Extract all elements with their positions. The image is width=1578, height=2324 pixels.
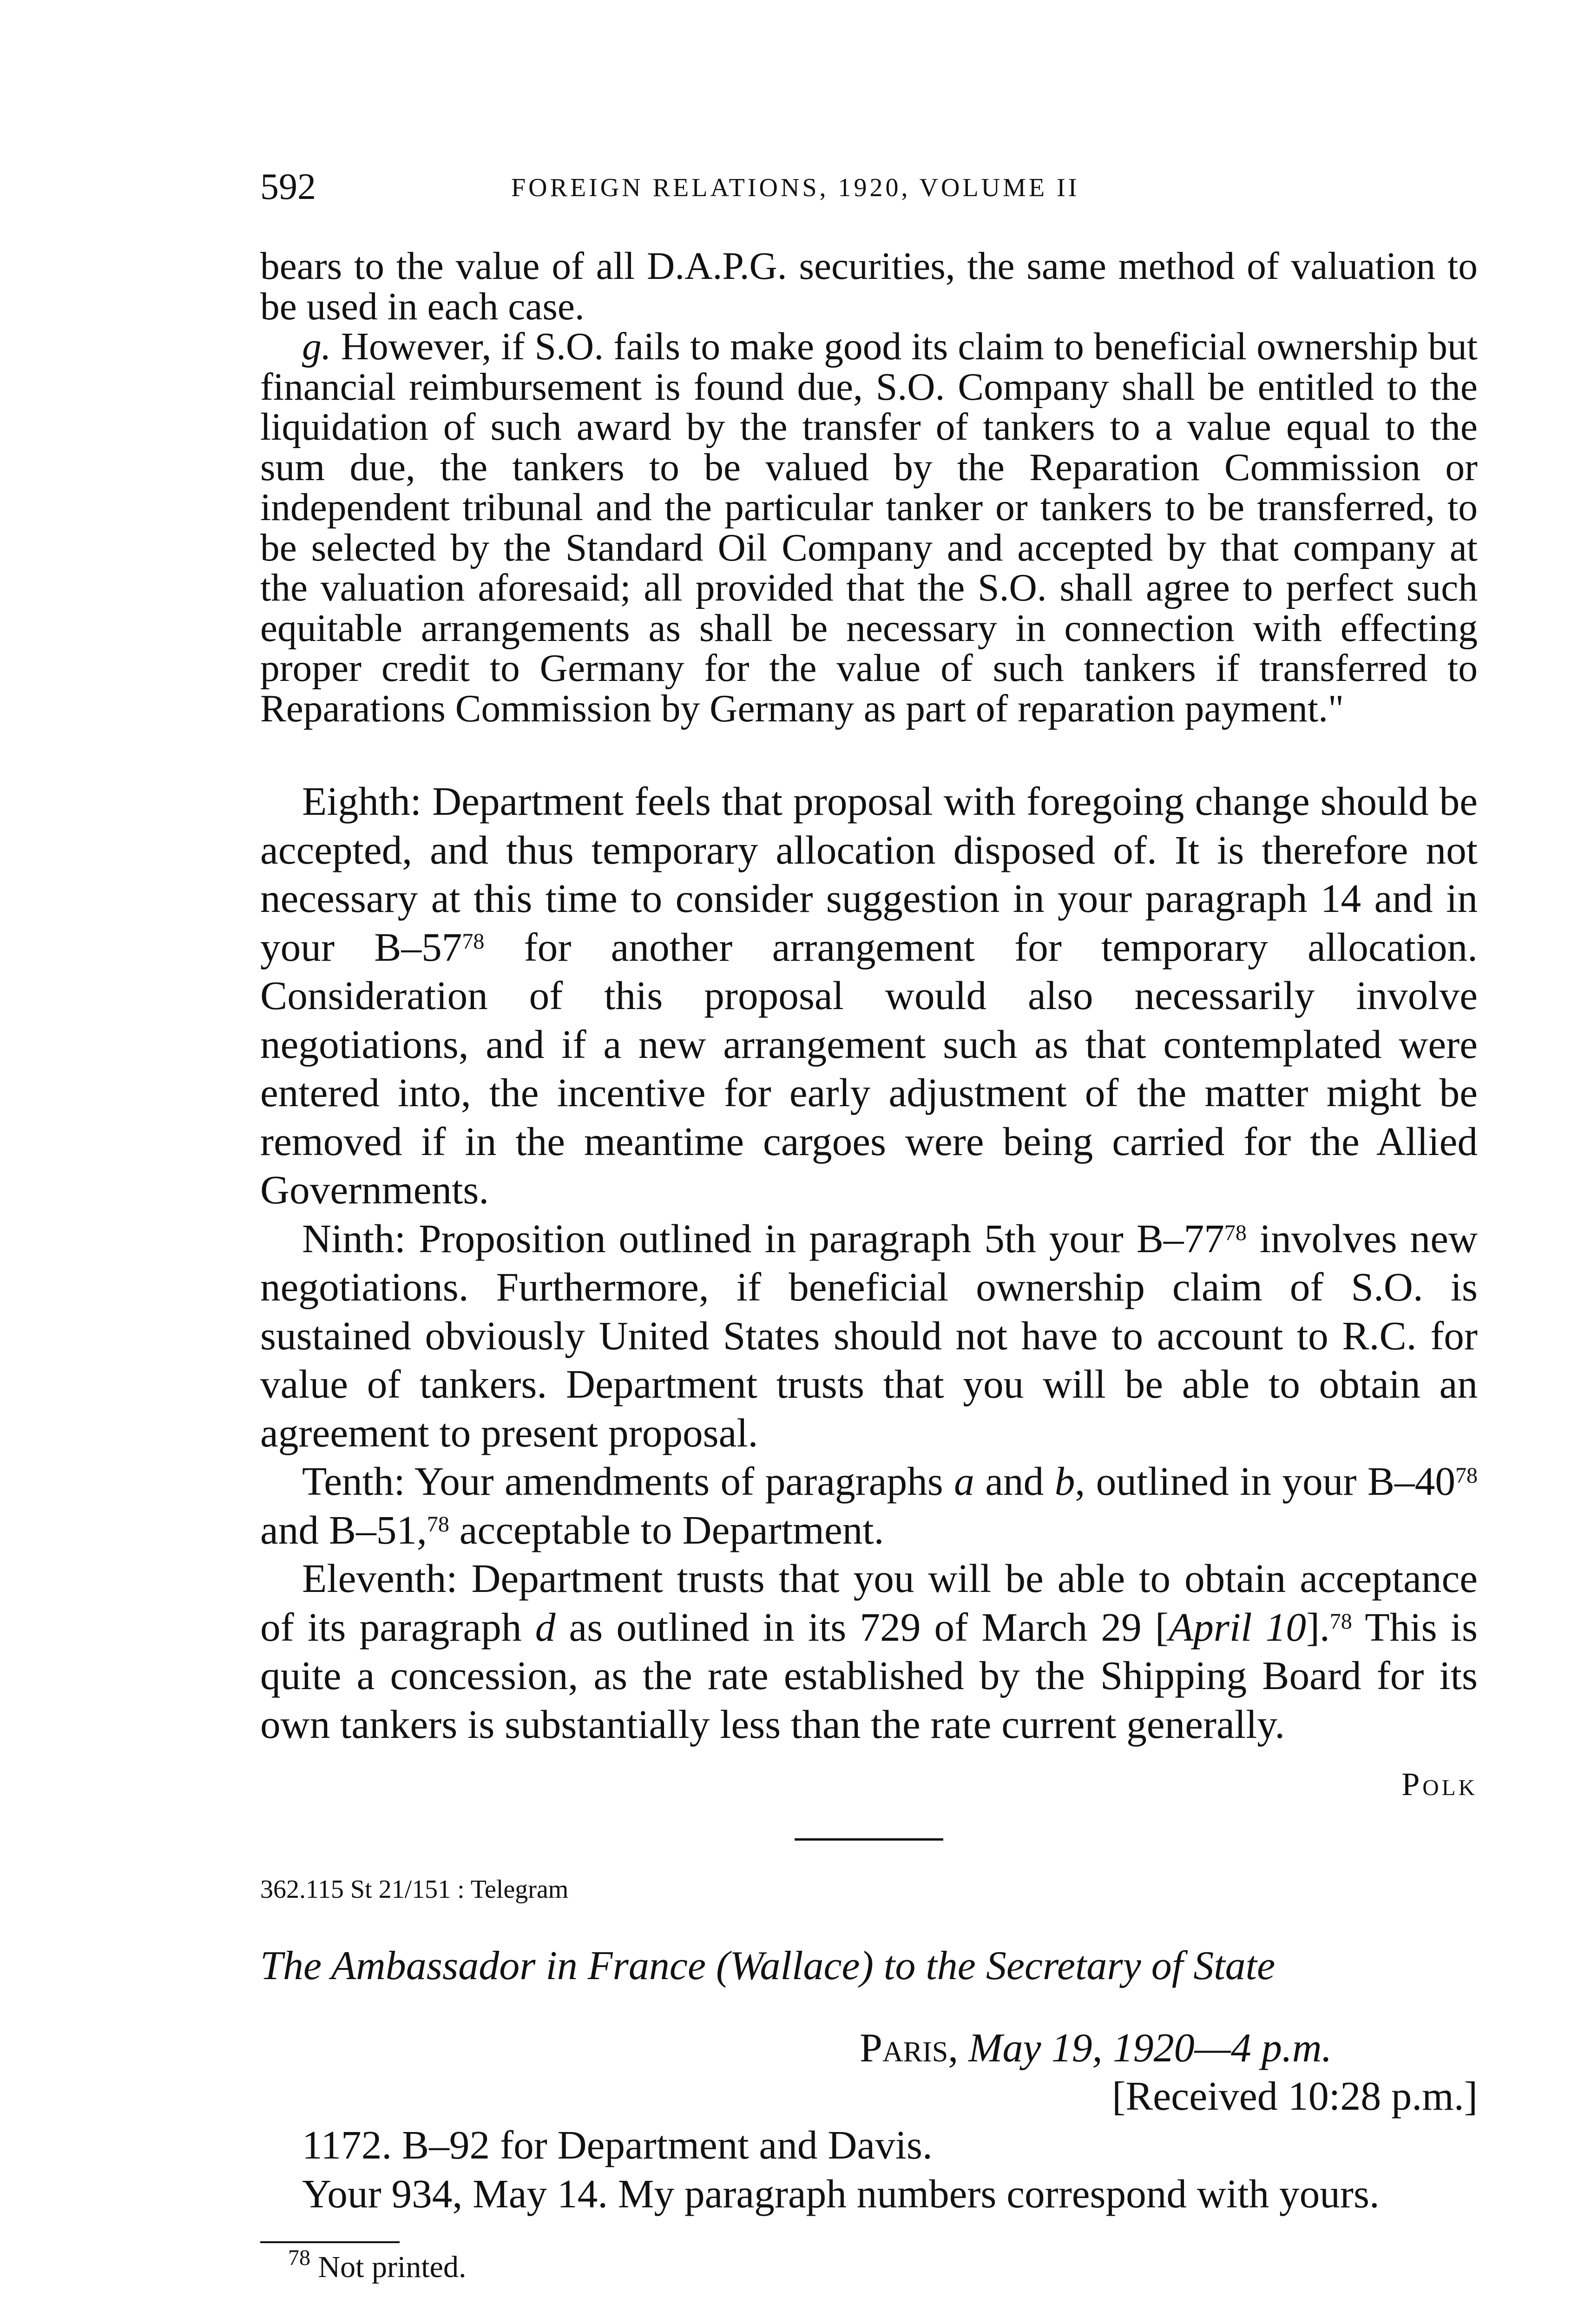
- document-title: The Ambassador in France (Wallace) to the Secretary of State: [260, 1943, 1276, 1988]
- paragraph-g: g. However, if S.O. fails to make good its claim to beneficial ownership but financial reimbursement is found due, S.O. Company shall be entitled to the liquidation of such award by the transfer of tankers to a value equal to the sum due, the tankers to be valued by the Reparation Commission or independent tribunal and the particular tanker or tankers to be transferred, to be selected by the Standard Oil Company and accepted by that company at the valuation aforesaid; all provided that the S.O. shall agree to perfect such equitable arrangements as shall be necessary in connection with effecting proper credit to Germany for the value of such tankers if transferred to Reparations Commission by Germany as part of reparation payment.": [260, 325, 1478, 730]
- instruction-paragraphs: [260, 777, 1478, 1749]
- running-title: FOREIGN RELATIONS, 1920, VOLUME II: [511, 173, 1080, 202]
- footnote-ref: 78: [1455, 1463, 1478, 1488]
- paragraph-gap: [260, 729, 1478, 777]
- dateline-place: Paris,: [860, 2026, 959, 2071]
- paragraph-tenth: Tenth: Your amendments of paragraphs a and b, outlined in your $B-40^{78}$ and B–51,78 acceptable to Department.: [260, 1459, 1478, 1552]
- dateline-date: May 19, 1920—4 p.m.: [968, 2026, 1332, 2071]
- telegram-text: [260, 2121, 1478, 2218]
- footnote: [288, 2245, 1478, 2286]
- footnote-text: Not printed.: [318, 2250, 467, 2284]
- paragraph-eleventh: Eleventh: Department trusts that you will be able to obtain acceptance of its paragraph d as outlined in its 729 of March 29 [April 10].$^{78}$ This is quite a concession, as the rate established by the Shipping Board for its own tankers is substantially less than the rate current generally.: [260, 1556, 1478, 1747]
- received-time: [Received 10:28 p.m.]: [1112, 2074, 1478, 2119]
- continuation-paragraph: bears to the value of all D.A.P.G. securities, the same method of valuation to be used in each case.: [260, 245, 1478, 328]
- continuation-text: [260, 246, 1478, 729]
- footnote-marker: 78: [288, 2245, 310, 2270]
- footnote-ref: 78: [427, 1512, 449, 1537]
- page-number: 592: [260, 166, 316, 207]
- page-header: [260, 164, 1478, 215]
- dateline: [860, 2024, 1478, 2073]
- paragraph-eighth: Eighth: Department feels that proposal with foregoing change should be accepted, and thus temporary allocation disposed of. It is therefore not necessary at this time to consider suggestion in your paragraph 14 and in your $B-57^{78}$ for another arrangement for temporary allocation. Consideration of this proposal would also necessarily involve negotiations, and if a new arrangement such as that contemplated were entered into, the incentive for early adjustment of the matter might be removed if in the meantime cargoes were being carried for the Allied Governments.: [260, 779, 1478, 1212]
- footnote-ref: 78: [1329, 1609, 1352, 1634]
- footnote-ref: 78: [462, 929, 485, 954]
- file-reference: 362.115 St 21/151 : Telegram: [260, 1875, 569, 1904]
- page-body: [260, 246, 1478, 2286]
- paragraph-ninth: Ninth: Proposition outlined in paragraph 5th your $B-77^{78}$ involves new negotiations. Furthermore, if beneficial ownership claim of S.O. is sustained obviously United States should not have to account to R.C. for value of tankers. Department trusts that you will be able to obtain an agreement to present proposal.: [260, 1215, 1478, 1455]
- telegram-line: Your 934, May 14. My paragraph numbers correspond with yours.: [302, 2171, 1380, 2216]
- signature: Polk: [1401, 1767, 1478, 1802]
- footnote-divider: [260, 2241, 400, 2243]
- footnote-ref: 78: [1224, 1220, 1247, 1245]
- telegram-line: 1172. B–92 for Department and Davis.: [302, 2122, 933, 2167]
- section-divider: [795, 1838, 943, 1841]
